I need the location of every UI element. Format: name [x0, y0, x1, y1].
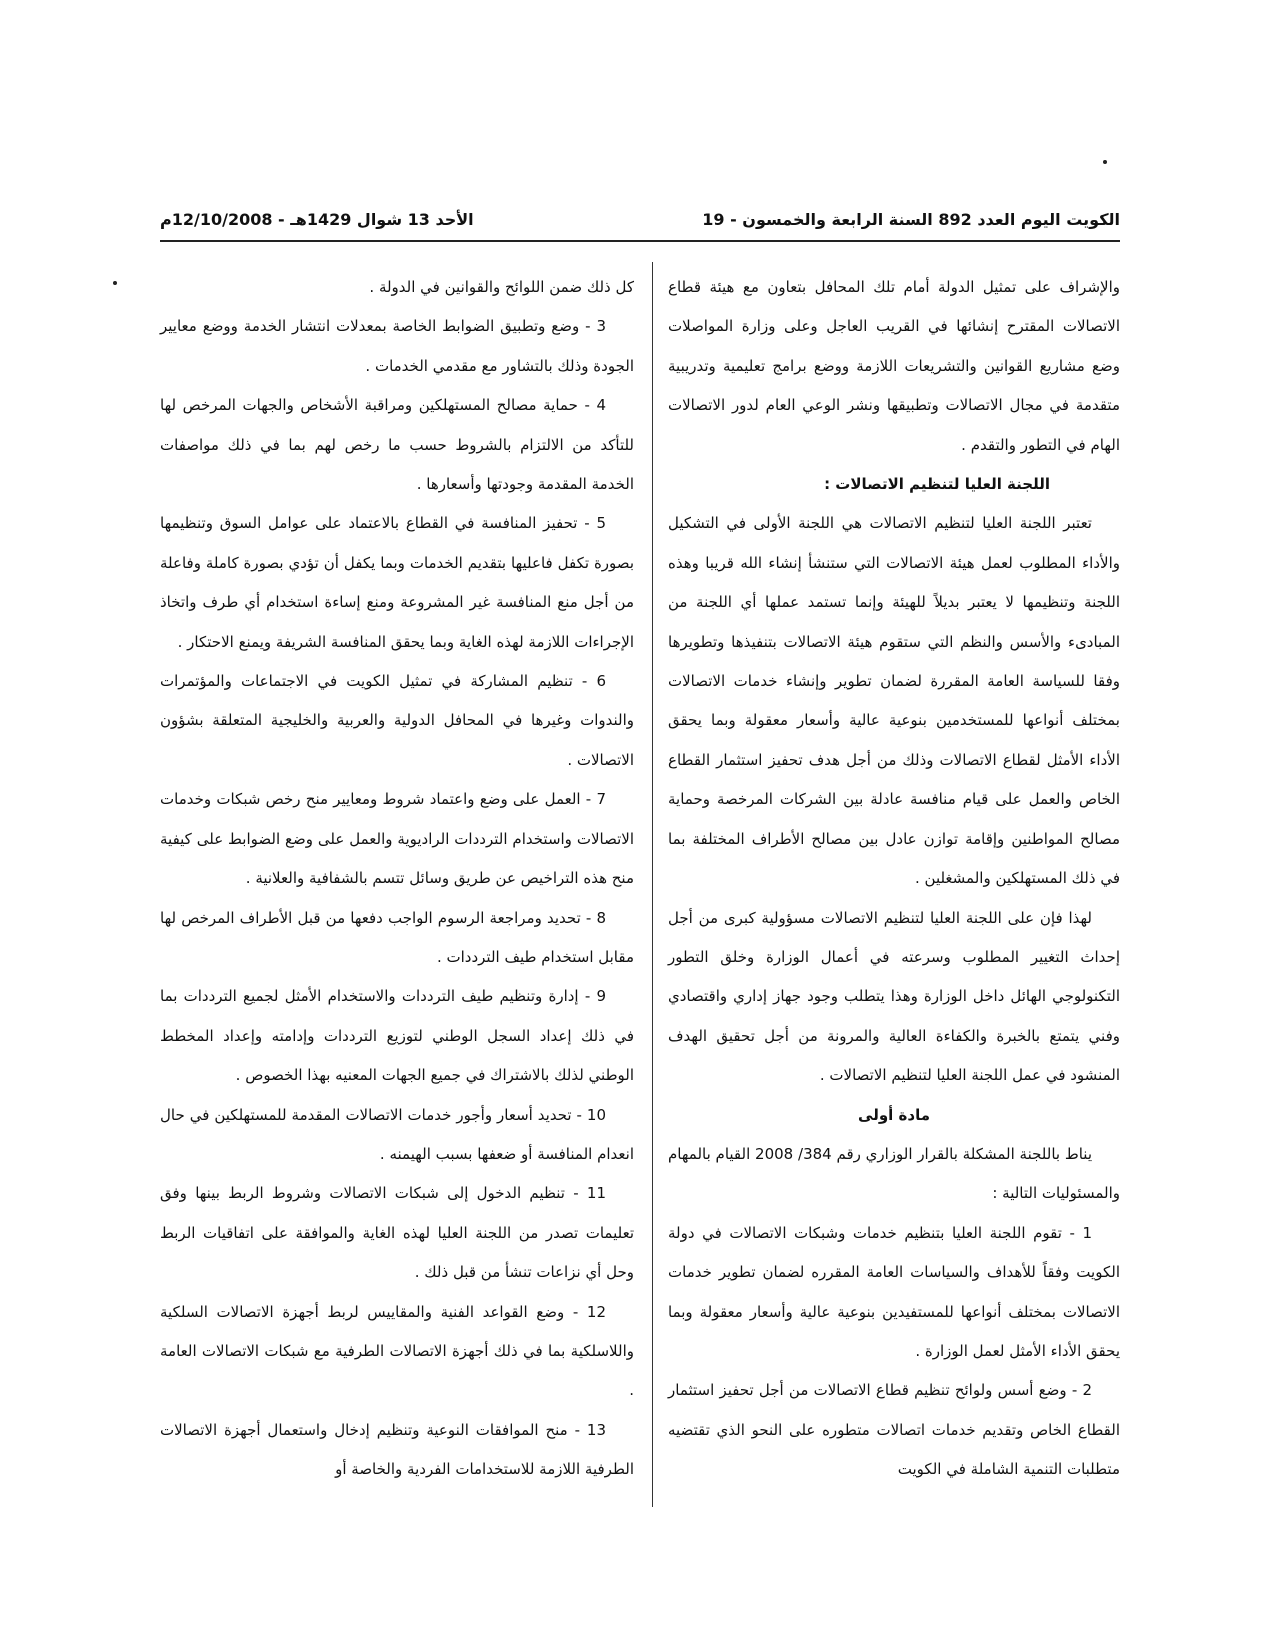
header-date: الأحد 13 شوال 1429هـ - 12/10/2008م: [160, 210, 474, 229]
list-item: 9 - إدارة وتنظيم طيف الترددات والاستخدام الأمثل لجميع الترددات بما في ذلك إعداد السجل الوطني لتوزيع الترددات وإدامته وإعداد المخطط الوطني لذلك بالاشتراك في جميع الجهات المعنيه بهذا الخصوص .: [160, 987, 634, 1085]
list-item: 8 - تحديد ومراجعة الرسوم الواجب دفعها من قبل الأطراف المرخص لها مقابل استخدام طيف الترددات .: [160, 908, 634, 966]
paragraph: تعتبر اللجنة العليا لتنظيم الاتصالات هي اللجنة الأولى في التشكيل والأداء المطلوب لعمل هيئة الاتصالات التي ستنشأ إنشاء الله قريبا وهذه اللجنة وتنظيمها لا يعتبر بديلاً للهيئة وإنما تستمد عملها أي اللجنة من المبادىء والأسس والنظم التي ستقوم هيئة الاتصالات بتنفيذها وتطويرها وفقا للسياسة العامة المقررة لضمان تطوير وإنشاء خدمات الاتصالات بمختلف أنواعها للمستخدمين بنوعية عالية وأسعار معقولة وبما يحقق الأداء الأمثل لقطاع الاتصالات وذلك من أجل هدف تحفيز استثمار القطاع الخاص والعمل على قيام منافسة عادلة بين الشركات المرخصة وحماية مصالح المواطنين وإقامة توازن عادل بين مصالح الأطراف المختلفة بما في ذلك المستهلكين والمشغلين .: [668, 514, 1120, 888]
list-item: 1 - تقوم اللجنة العليا بتنظيم خدمات وشبكات الاتصالات في دولة الكويت وفقاً للأهداف والسياسات العامة المقرره لضمان تطوير خدمات الاتصالات بمختلف أنواعها للمستفيدين بنوعية عالية وأسعار معقولة وبما يحقق الأداء الأمثل لعمل الوزارة .: [668, 1223, 1120, 1360]
list-item: 2 - وضع أسس ولوائح تنظيم قطاع الاتصالات من أجل تحفيز استثمار القطاع الخاص وتقديم خدمات اتصالات متطوره على النحو الذي تقتضيه متطلبات التنمية الشاملة في الكويت: [668, 1381, 1120, 1479]
column-divider: [652, 262, 653, 1507]
list-item: 12 - وضع القواعد الفنية والمقاييس لربط أجهزة الاتصالات السلكية واللاسلكية بما في ذلك أجهزة الاتصالات الطرفية مع شبكات الاتصالات العامة .: [160, 1302, 634, 1400]
list-item: 7 - العمل على وضع واعتماد شروط ومعايير منح رخص شبكات وخدمات الاتصالات واستخدام الترددات الراديوية والعمل على وضع الضوابط على كيفية منح هذه التراخيص عن طريق وسائل تتسم بالشفافية والعلانية .: [160, 790, 634, 888]
paragraph: والإشراف على تمثيل الدولة أمام تلك المحافل بتعاون مع هيئة قطاع الاتصالات المقترح إنشائها في القريب العاجل وعلى وزارة المواصلات وضع مشاريع القوانين والتشريعات اللازمة ووضع برامج تعليمية وتدريبية متقدمة في مجال الاتصالات وتطبيقها ونشر الوعي العام لدور الاتصالات الهام في التطور والتقدم .: [668, 278, 1120, 454]
paragraph: لهذا فإن على اللجنة العليا لتنظيم الاتصالات مسؤولية كبرى من أجل إحداث التغيير المطلوب وسرعته في أعمال الوزارة وخلق التطور التكنولوجي الهائل داخل الوزارة وهذا يتطلب وجود جهاز إداري واقتصادي وفني يتمتع بالخبرة والكفاءة العالية والمرونة من أجل تحقيق الهدف المنشود في عمل اللجنة العليا لتنظيم الاتصالات .: [668, 908, 1120, 1085]
page-header: [160, 210, 1120, 240]
article-heading: مادة أولى: [858, 1105, 930, 1124]
paragraph: يناط باللجنة المشكلة بالقرار الوزاري رقم 384/ 2008 القيام بالمهام والمسئوليات التالية :: [668, 1144, 1120, 1203]
scan-speck: [1103, 160, 1107, 164]
column-left: [160, 268, 634, 1490]
header-issue-info: الكويت اليوم العدد 892 السنة الرابعة والخمسون - 19: [702, 210, 1120, 229]
section-heading: اللجنة العليا لتنظيم الاتصالات :: [824, 475, 1050, 494]
column-right: [668, 268, 1120, 1490]
list-item: 5 - تحفيز المنافسة في القطاع بالاعتماد على عوامل السوق وتنظيمها بصورة تكفل فاعليها بتقديم الخدمات وبما يكفل أن تؤدي بصورة كاملة وفاعلة من أجل منع المنافسة غير المشروعة ومنع إساءة استخدام أي طرف واتخاذ الإجراءات اللازمة لهذه الغاية وبما يحقق المنافسة الشريفة ويمنع الاحتكار .: [160, 514, 634, 651]
scan-speck: [113, 281, 117, 285]
paragraph: كل ذلك ضمن اللوائح والقوانين في الدولة .: [369, 278, 634, 296]
header-rule: [160, 240, 1120, 242]
list-item: 4 - حماية مصالح المستهلكين ومراقبة الأشخاص والجهات المرخص لها للتأكد من الالتزام بالشروط حسب ما رخص لهم بما في ذلك مواصفات الخدمة المقدمة وجودتها وأسعارها .: [160, 396, 634, 494]
list-item: 10 - تحديد أسعار وأجور خدمات الاتصالات المقدمة للمستهلكين في حال انعدام المنافسة أو ضعفها بسبب الهيمنه .: [160, 1105, 634, 1163]
list-item: 3 - وضع وتطبيق الضوابط الخاصة بمعدلات انتشار الخدمة ووضع معايير الجودة وذلك بالتشاور مع مقدمي الخدمات .: [160, 317, 634, 375]
list-item: 13 - منح الموافقات النوعية وتنظيم إدخال واستعمال أجهزة الاتصالات الطرفية اللازمة للاستخدامات الفردية والخاصة أو: [160, 1420, 634, 1479]
list-item: 11 - تنظيم الدخول إلى شبكات الاتصالات وشروط الربط بينها وفق تعليمات تصدر من اللجنة العليا لهذه الغاية والموافقة على اتفاقيات الربط وحل أي نزاعات تنشأ من قبل ذلك .: [160, 1184, 634, 1282]
list-item: 6 - تنظيم المشاركة في تمثيل الكويت في الاجتماعات والمؤتمرات والندوات وغيرها في المحافل الدولية والعربية والخليجية المتعلقة بشؤون الاتصالات .: [160, 672, 634, 769]
